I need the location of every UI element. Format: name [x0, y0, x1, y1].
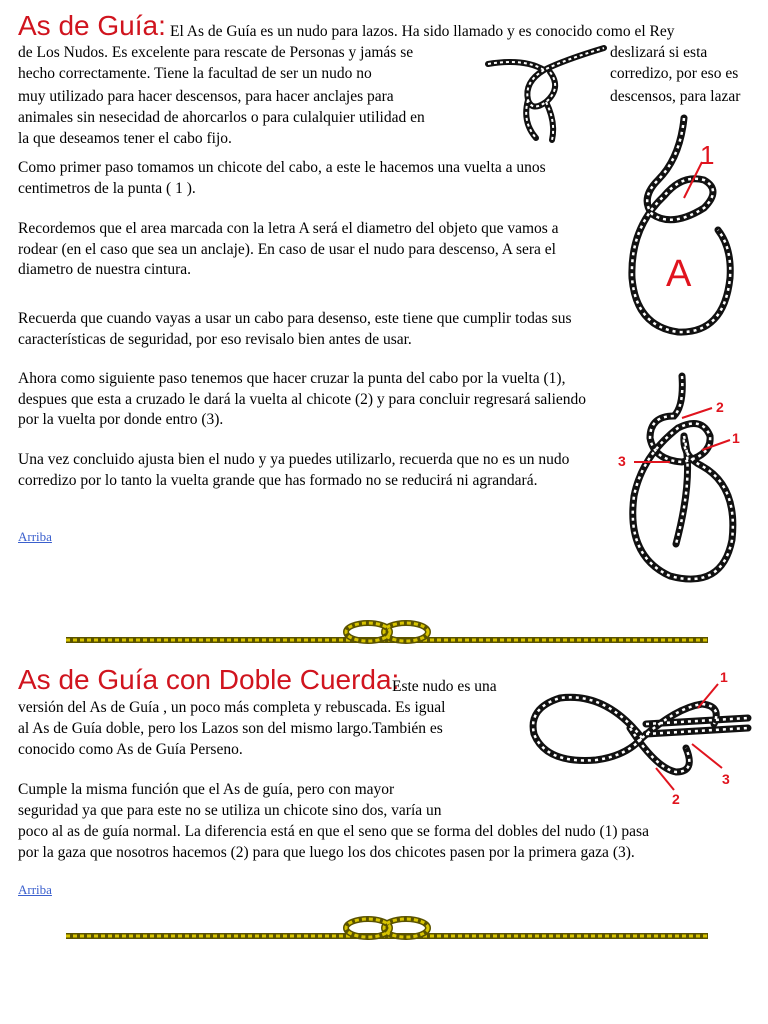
paragraph: Una vez concluido ajusta bien el nudo y ya puedes utilizarlo, recuerda que no es un nudo corredizo por lo tanto la vuelta grande que has formado no se reducirá ni agrandará. [18, 451, 570, 489]
para-line: poco al as de guía normal. La diferencia está en que el seno que se forma del dobles del nudo (1) pasa [18, 823, 649, 840]
intro-line: de Los Nudos. Es excelente para rescate de Personas y jamás se [18, 44, 414, 61]
figure-label-three: 3 [618, 453, 626, 469]
figure-label-one: 1 [720, 669, 728, 685]
intro-line: la que deseamos tener el cabo fijo. [18, 130, 232, 147]
double-bowline-figure [526, 668, 762, 808]
figure-label-three: 3 [722, 771, 730, 787]
paragraph: Como primer paso tomamos un chicote del cabo, a este le hacemos una vuelta a unos centimetros de la punta ( 1 ). [18, 159, 546, 197]
para-line: Cumple la misma función que el As de guía, pero con mayor [18, 781, 395, 798]
intro-line: al As de Guía doble, pero los Lazos son del mismo largo.También es [18, 720, 443, 737]
rope-divider [66, 618, 708, 648]
bowline-step2-figure [612, 376, 762, 601]
intro-right-line: deslizará si esta [610, 44, 708, 61]
figure-label-two: 2 [716, 399, 724, 415]
intro-line: hecho correctamente. Tiene la facultad de ser un nudo no [18, 65, 372, 82]
para-line: seguridad ya que para este no se utiliza un chicote sino dos, varía un [18, 802, 442, 819]
intro-line: El As de Guía es un nudo para lazos. Ha sido llamado y es conocido como el Rey [170, 23, 675, 40]
intro-line: muy utilizado para hacer descensos, para hacer anclajes para [18, 88, 394, 105]
figure-label-one: 1 [732, 430, 740, 446]
intro-line: conocido como As de Guía Perseno. [18, 741, 243, 758]
intro-line: animales sin nesecidad de ahorcarlos o para culalquier utilidad en [18, 109, 425, 126]
rope-divider [66, 914, 708, 944]
paragraph: Recordemos que el area marcada con la letra A será el diametro del objeto que vamos a rodear (en el caso que sea un anclaje). En caso de usar el nudo para descenso, A sera el diametro de nuestra cintura. [18, 220, 559, 278]
bowline-small-illustration [484, 42, 608, 142]
paragraph: Recuerda que cuando vayas a usar un cabo para desenso, este tiene que cumplir todas sus características de seguridad, por eso revisalo bien antes de usar. [18, 310, 572, 348]
figure-label-two: 2 [672, 791, 680, 807]
figure-label-area: A [666, 253, 692, 295]
bowline-step1-figure [612, 118, 762, 348]
intro-right-line: corredizo, por eso es [610, 65, 739, 82]
intro-line: versión del As de Guía , un poco más completa y rebuscada. Es igual [18, 699, 446, 716]
intro-line: Este nudo es una [392, 678, 497, 695]
back-to-top-link[interactable]: Arriba [18, 882, 52, 897]
para-line: por la gaza que nosotros hacemos (2) para que luego los dos chicotes pasen por la primera gaza (3). [18, 844, 635, 861]
paragraph: Ahora como siguiente paso tenemos que hacer cruzar la punta del cabo por la vuelta (1), despues que esta a cruzado le dará la vuelta al chicote (2) y para concluir regresará saliendo por la vuelta por donde entro (3). [18, 370, 587, 428]
back-to-top-link[interactable]: Arriba [18, 529, 52, 544]
square-knot-icon [346, 623, 428, 641]
figure-label-one: 1 [700, 140, 715, 170]
square-knot-icon [346, 919, 428, 937]
intro-right-line: descensos, para lazar [610, 88, 741, 105]
section-title: As de Guía con Doble Cuerda: [18, 664, 400, 695]
section-title: As de Guía: [18, 10, 166, 41]
